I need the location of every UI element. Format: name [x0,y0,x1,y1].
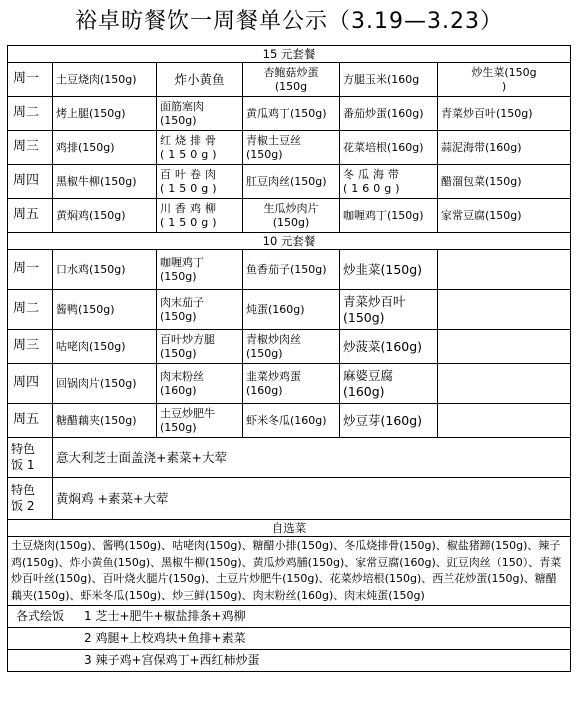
dish-cell: 青菜炒百叶 (150g) [340,290,438,330]
empty-cell [438,330,571,364]
special-value: 意大利芝士面盖浇+素菜+大荤 [53,438,571,478]
dish-cell: 咖喱鸡丁(150g) [340,199,438,233]
dish-cell: 口水鸡(150g) [53,250,157,290]
special-label: 特色 饭 2 [8,478,53,520]
self-select-header: 自选菜 [8,520,571,537]
dish-cell: 家常豆腐(150g) [438,199,571,233]
dish-cell: 杏鲍菇炒蛋 (150g [243,63,340,97]
day-label: 周五 [8,404,53,438]
combo-label: 各式绘饭 [16,609,65,623]
dish-cell: 方腿玉米(160g [340,63,438,97]
day-label: 周三 [8,131,53,165]
day-label: 周四 [8,364,53,404]
dish-cell: 花菜培根(160g) [340,131,438,165]
combo-row [8,628,571,650]
dish-cell: 青菜炒百叶(150g) [438,97,571,131]
dish-cell: 青椒炒肉丝(150g) [243,330,340,364]
day-label: 周一 [8,63,53,97]
dish-cell: 青椒土豆丝 (150g) [243,131,340,165]
dish-cell: 炒韭菜(150g) [340,250,438,290]
dish-cell: 糖醋藕夹(150g) [53,404,157,438]
dish-cell: 生瓜炒肉片 (150g) [243,199,340,233]
dish-cell: 酱鸭(150g) [53,290,157,330]
dish-cell: 冬瓜海带 (160g) [340,165,438,199]
dish-cell: 肉末粉丝 (160g) [157,364,243,404]
dish-cell: 虾米冬瓜(160g) [243,404,340,438]
dish-cell: 川香鸡柳 (150g) [157,199,243,233]
empty-cell [438,364,571,404]
dish-cell: 土豆烧肉(150g) [53,63,157,97]
empty-cell [438,404,571,438]
dish-cell: 蒜泥海带(160g) [438,131,571,165]
dish-cell: 红烧排骨 (150g) [157,131,243,165]
day-label: 周二 [8,290,53,330]
dish-cell: 百叶卷肉 (150g) [157,165,243,199]
dish-cell: 面筋塞肉 (150g) [157,97,243,131]
dish-cell: 韭菜炒鸡蛋 (160g) [243,364,340,404]
dish-cell: 黄瓜鸡丁(150g) [243,97,340,131]
set15-header: 15 元套餐 [8,46,571,63]
dish-cell: 肛豆肉丝(150g) [243,165,340,199]
dish-cell: 麻婆豆腐 (160g) [340,364,438,404]
empty-cell [438,290,571,330]
day-label: 周四 [8,165,53,199]
dish-cell: 炖蛋(160g) [243,290,340,330]
combo-value: 2 鸡腿+上校鸡块+鱼排+素菜 [84,631,246,645]
day-label: 周五 [8,199,53,233]
set10-header: 10 元套餐 [8,233,571,250]
dish-cell: 炒菠菜(160g) [340,330,438,364]
dish-cell: 烤上腿(150g) [53,97,157,131]
combo-row [8,650,571,672]
dish-cell: 黑椒牛柳(150g) [53,165,157,199]
dish-cell: 回锅肉片(150g) [53,364,157,404]
special-label: 特色 饭 1 [8,438,53,478]
combo-row [8,606,571,628]
dish-cell: 鸡排(150g) [53,131,157,165]
day-label: 周三 [8,330,53,364]
menu-table [7,45,571,672]
dish-cell: 咖喱鸡丁 (150g) [157,250,243,290]
dish-cell: 黄焖鸡(150g) [53,199,157,233]
dish-cell: 炒豆芽(160g) [340,404,438,438]
combo-value: 3 辣子鸡+宫保鸡丁+西红柿炒蛋 [84,653,260,667]
dish-cell: 炸小黄鱼 [157,63,243,97]
dish-cell: 咕咾肉(150g) [53,330,157,364]
combo-value: 1 芝士+肥牛+椒盐排条+鸡柳 [84,609,246,623]
empty-cell [438,250,571,290]
dish-cell: 土豆炒肥牛 (150g) [157,404,243,438]
dish-cell: 鱼香茄子(150g) [243,250,340,290]
page-title: 裕卓昉餐饮一周餐单公示（3.19—3.23） [75,9,503,34]
dish-cell: 醋溜包菜(150g) [438,165,571,199]
special-value: 黄焖鸡 +素菜+大荤 [53,478,571,520]
day-label: 周二 [8,97,53,131]
self-select-list: 土豆烧肉(150g)、酱鸭(150g)、咕咾肉(150g)、糖醋小排(150g)、冬瓜烧排骨(150g)、椒盐猪蹄(150g)、辣子鸡(150g)、炸小黄鱼(150g)、黑椒牛柳(150g)、黄瓜炒鸡脯(150g)、家常豆腐(160g)、豇豆肉丝（150）、青菜炒百叶丝(150g)、百叶烧火腿片(150g)、土豆片炒肥牛(150g)、花菜炒培根(150g)、西兰花炒蛋(150g)、糖醋藕夹(150g)、虾米冬瓜(150g)、炒三鲜(150g)、肉末粉丝(160g)、肉末炖蛋(150g) [8,537,571,606]
dish-cell: 炒生菜(150g ) [438,63,571,97]
day-label: 周一 [8,250,53,290]
dish-cell: 百叶炒方腿 (150g) [157,330,243,364]
dish-cell: 肉末茄子 (150g) [157,290,243,330]
dish-cell: 番茄炒蛋(160g) [340,97,438,131]
